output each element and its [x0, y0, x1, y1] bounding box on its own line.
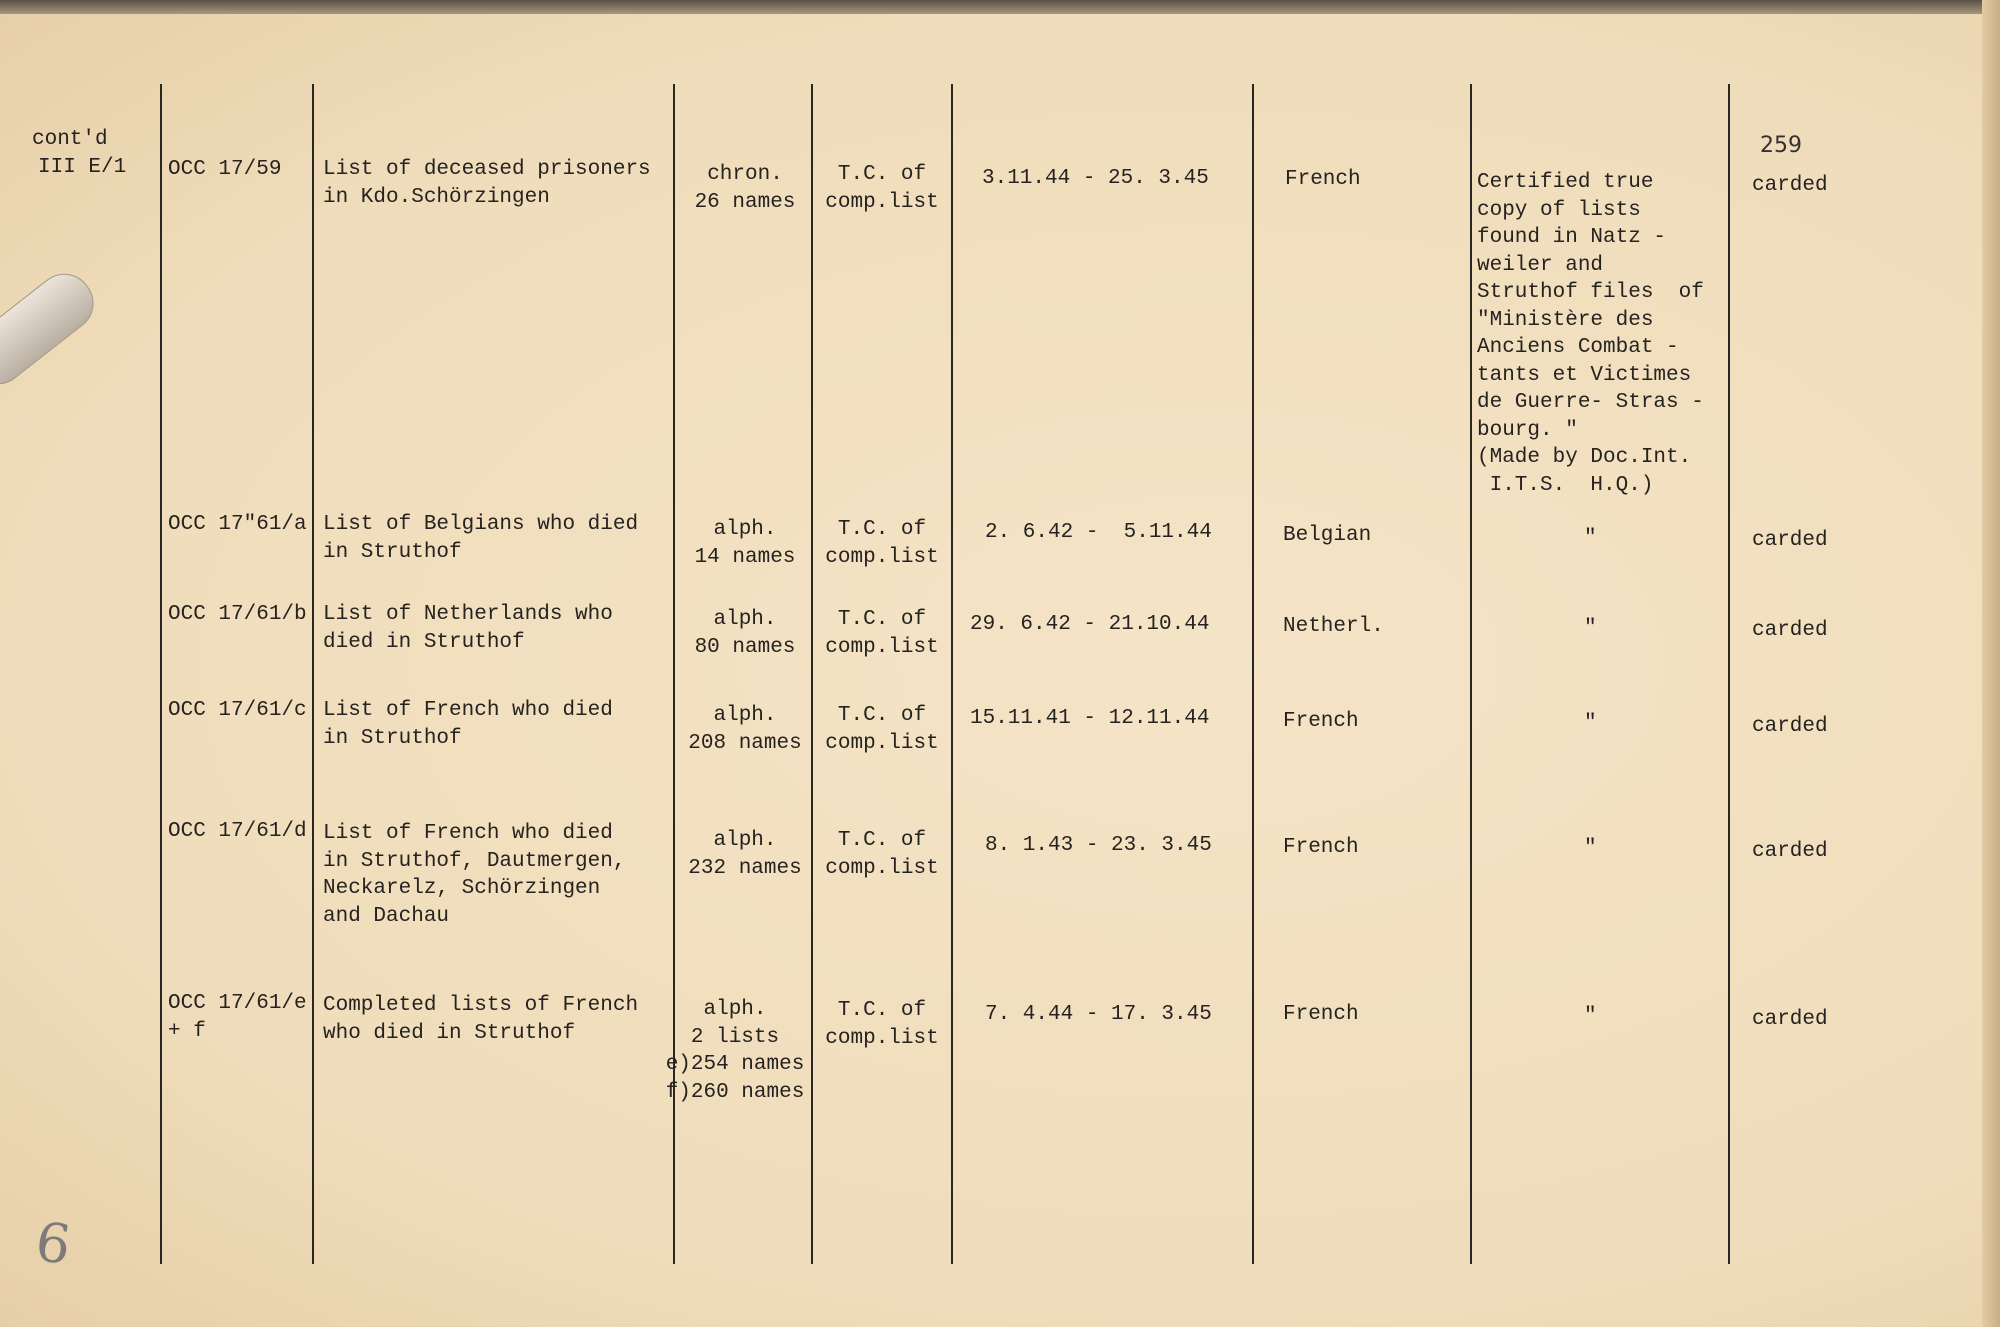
row-remarks: " [1584, 527, 1597, 550]
row-description: List of Belgians who died in Struthof [323, 513, 639, 564]
row-status: carded [1752, 715, 1828, 738]
row-form: T.C. of comp.list [825, 829, 939, 880]
row-ref: OCC 17/61/e + f [168, 992, 307, 1043]
row-dates: 2. 6.42 - 5.11.44 [985, 521, 1212, 544]
row-description: List of French who died in Struthof [323, 699, 613, 750]
page-number: 259 [1760, 133, 1802, 158]
column-divider [1470, 84, 1472, 1264]
column-divider [312, 84, 314, 1264]
row-nationality: Netherl. [1283, 615, 1384, 638]
row-remarks: " [1584, 712, 1597, 735]
row-remarks: " [1584, 617, 1597, 640]
row-description: List of Netherlands who died in Struthof [323, 603, 613, 654]
row-form: T.C. of comp.list [825, 518, 939, 569]
row-nationality: French [1283, 710, 1359, 733]
row-nationality: French [1283, 1003, 1359, 1026]
margin-note: 6 [31, 1209, 75, 1278]
row-status: carded [1752, 529, 1828, 552]
row-ref: OCC 17/61/b [168, 603, 307, 626]
column-divider [811, 84, 813, 1264]
row-status: carded [1752, 619, 1828, 642]
row-description: List of French who died in Struthof, Dautmergen, Neckarelz, Schörzingen and Dachau [323, 822, 626, 928]
row-remarks: Certified true copy of lists found in Natz - weiler and Struthof files of "Ministère des Anciens Combat - tants et Victimes de Guerre- Stras - bourg. " (Made by Doc.Int. I.T.S. H.Q.) [1477, 171, 1704, 497]
paper-clip [0, 262, 105, 395]
row-dates: 29. 6.42 - 21.10.44 [970, 613, 1210, 636]
row-form: T.C. of comp.list [825, 163, 939, 214]
row-remarks: " [1584, 837, 1597, 860]
column-divider [160, 84, 162, 1264]
column-divider [1728, 84, 1730, 1264]
row-dates: 7. 4.44 - 17. 3.45 [985, 1003, 1212, 1026]
row-nationality: French [1283, 836, 1359, 859]
row-form: T.C. of comp.list [825, 608, 939, 659]
row-dates: 8. 1.43 - 23. 3.45 [985, 834, 1212, 857]
section-label: III E/1 [38, 156, 127, 179]
row-type: chron. 26 names [694, 163, 796, 214]
column-divider [1252, 84, 1254, 1264]
row-form: T.C. of comp.list [825, 704, 939, 755]
row-remarks: " [1584, 1005, 1597, 1028]
column-divider [951, 84, 953, 1264]
row-dates: 3.11.44 - 25. 3.45 [982, 167, 1209, 190]
row-type: alph. 80 names [694, 608, 796, 659]
row-ref: OCC 17/59 [168, 158, 282, 181]
row-nationality: French [1285, 168, 1361, 191]
row-type: alph. 14 names [694, 518, 796, 569]
row-ref: OCC 17/61/c [168, 699, 307, 722]
row-ref: OCC 17/61/d [168, 820, 307, 843]
row-status: carded [1752, 1008, 1828, 1031]
row-dates: 15.11.41 - 12.11.44 [970, 707, 1210, 730]
row-type: alph. 232 names [688, 829, 802, 880]
scan-top-edge [0, 0, 2000, 14]
contd-label: cont'd [32, 128, 108, 151]
row-type: alph. 2 lists e)254 names f)260 names [665, 998, 805, 1104]
scan-right-edge [1982, 0, 2000, 1327]
row-status: carded [1752, 174, 1828, 197]
row-description: Completed lists of French who died in Struthof [323, 994, 639, 1045]
row-nationality: Belgian [1283, 524, 1372, 547]
row-description: List of deceased prisoners in Kdo.Schörzingen [323, 158, 651, 209]
row-status: carded [1752, 840, 1828, 863]
row-form: T.C. of comp.list [825, 999, 939, 1050]
row-type: alph. 208 names [688, 704, 802, 755]
row-ref: OCC 17"61/a [168, 513, 307, 536]
